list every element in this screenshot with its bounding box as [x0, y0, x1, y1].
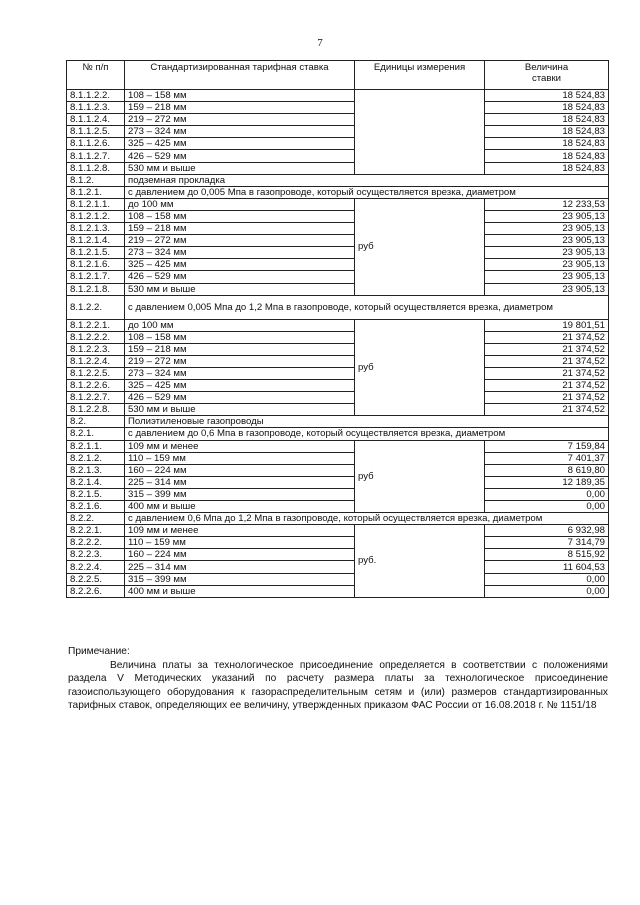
row-value: 18 524,83 [485, 162, 609, 174]
table-row [67, 367, 609, 379]
row-label: 315 – 399 мм [125, 488, 355, 500]
row-value: 6 932,98 [485, 525, 609, 537]
row-label: 400 мм и выше [125, 585, 355, 597]
table-row [67, 210, 609, 222]
row-label: 108 – 158 мм [125, 210, 355, 222]
table-row [67, 138, 609, 150]
section-label: с давлением 0,005 Мпа до 1,2 Мпа в газопроводе, который осуществляется врезка, диаметром [125, 295, 609, 319]
header-unit: Единицы измерения [355, 61, 485, 90]
table-row [67, 501, 609, 513]
row-label: 400 мм и выше [125, 501, 355, 513]
table-header-row [67, 61, 609, 90]
header-num: № п/п [67, 61, 125, 90]
table-body [67, 90, 609, 598]
row-number: 8.1.2.1.1. [67, 198, 125, 210]
table-row [67, 476, 609, 488]
row-label: 219 – 272 мм [125, 114, 355, 126]
row-value: 19 801,51 [485, 319, 609, 331]
row-number: 8.2.2.2. [67, 537, 125, 549]
unit-cell: руб [355, 198, 485, 295]
row-label: 219 – 272 мм [125, 235, 355, 247]
section-label: с давлением до 0,6 Мпа в газопроводе, который осуществляется врезка, диаметром [125, 428, 609, 440]
section-label: с давлением 0,6 Мпа до 1,2 Мпа в газопроводе, который осуществляется врезка, диаметром [125, 513, 609, 525]
row-value: 18 524,83 [485, 102, 609, 114]
row-number: 8.1.1.2.6. [67, 138, 125, 150]
row-number: 8.1.2.1. [67, 186, 125, 198]
row-number: 8.2.2.6. [67, 585, 125, 597]
row-number: 8.2.1.1. [67, 440, 125, 452]
table-row [67, 223, 609, 235]
row-value: 8 619,80 [485, 464, 609, 476]
table-row [67, 235, 609, 247]
section-row [67, 513, 609, 525]
row-label: 159 – 218 мм [125, 102, 355, 114]
table-row [67, 488, 609, 500]
row-value: 12 189,35 [485, 476, 609, 488]
row-label: 273 – 324 мм [125, 126, 355, 138]
table-row [67, 114, 609, 126]
row-number: 8.1.2.1.5. [67, 247, 125, 259]
table-row [67, 271, 609, 283]
row-number: 8.1.1.2.5. [67, 126, 125, 138]
table-row [67, 343, 609, 355]
row-value: 0,00 [485, 585, 609, 597]
row-label: 160 – 224 мм [125, 464, 355, 476]
row-value: 23 905,13 [485, 247, 609, 259]
row-number: 8.2.1.3. [67, 464, 125, 476]
row-value: 0,00 [485, 488, 609, 500]
row-value: 11 604,53 [485, 561, 609, 573]
row-number: 8.2.2.4. [67, 561, 125, 573]
row-value: 18 524,83 [485, 90, 609, 102]
row-number: 8.1.1.2.2. [67, 90, 125, 102]
row-number: 8.2.1.5. [67, 488, 125, 500]
row-label: 108 – 158 мм [125, 331, 355, 343]
table-row [67, 90, 609, 102]
table-row [67, 561, 609, 573]
row-value: 21 374,52 [485, 355, 609, 367]
row-number: 8.2.1. [67, 428, 125, 440]
row-number: 8.2.2.5. [67, 573, 125, 585]
row-value: 23 905,13 [485, 271, 609, 283]
row-label: 426 – 529 мм [125, 392, 355, 404]
table-row [67, 126, 609, 138]
row-label: 426 – 529 мм [125, 150, 355, 162]
row-value: 23 905,13 [485, 223, 609, 235]
row-value: 7 159,84 [485, 440, 609, 452]
note-text: Величина платы за технологическое присоединение определяется в соответствии с положениями раздела V Методических указаний по расчету размера платы за технологическое присоединение газоиспользующего оборудования к газораспределительным сетям и (или) размеров стандартизированных тарифных ставок, определяющих ее величину, утвержденных приказом ФАС России от 16.08.2018 г. № 1151/18 [68, 659, 608, 711]
row-value: 21 374,52 [485, 331, 609, 343]
table-row [67, 440, 609, 452]
section-label: Полиэтиленовые газопроводы [125, 416, 609, 428]
row-label: 225 – 314 мм [125, 561, 355, 573]
row-label: 110 – 159 мм [125, 537, 355, 549]
row-value: 12 233,53 [485, 198, 609, 210]
row-value: 21 374,52 [485, 367, 609, 379]
row-number: 8.1.2.2.8. [67, 404, 125, 416]
table-row [67, 150, 609, 162]
table-row [67, 404, 609, 416]
row-value: 0,00 [485, 501, 609, 513]
row-value: 21 374,52 [485, 343, 609, 355]
row-value: 7 401,37 [485, 452, 609, 464]
table-row [67, 585, 609, 597]
row-label: 325 – 425 мм [125, 138, 355, 150]
row-value: 18 524,83 [485, 150, 609, 162]
row-number: 8.1.2.2.4. [67, 355, 125, 367]
page-number: 7 [317, 37, 323, 49]
row-label: 273 – 324 мм [125, 247, 355, 259]
row-label: 530 мм и выше [125, 404, 355, 416]
row-number: 8.1.2.1.2. [67, 210, 125, 222]
row-value: 0,00 [485, 573, 609, 585]
row-number: 8.1.2.2.5. [67, 367, 125, 379]
row-number: 8.1.2.2.3. [67, 343, 125, 355]
row-number: 8.2.1.4. [67, 476, 125, 488]
table-row [67, 102, 609, 114]
row-label: 219 – 272 мм [125, 355, 355, 367]
row-label: 109 мм и менее [125, 525, 355, 537]
header-value: Величина ставки [485, 61, 609, 90]
row-value: 23 905,13 [485, 259, 609, 271]
table-row [67, 247, 609, 259]
row-label: 530 мм и выше [125, 283, 355, 295]
row-number: 8.1.2.1.6. [67, 259, 125, 271]
row-value: 7 314,79 [485, 537, 609, 549]
row-label: 225 – 314 мм [125, 476, 355, 488]
table-row [67, 162, 609, 174]
row-number: 8.1.1.2.3. [67, 102, 125, 114]
row-number: 8.2.2.1. [67, 525, 125, 537]
row-number: 8.1.2.1.8. [67, 283, 125, 295]
table-row [67, 380, 609, 392]
row-number: 8.1.2.2.1. [67, 319, 125, 331]
table-row [67, 319, 609, 331]
row-number: 8.1.2.1.3. [67, 223, 125, 235]
table-row [67, 452, 609, 464]
section-row [67, 416, 609, 428]
row-label: 273 – 324 мм [125, 367, 355, 379]
row-value: 21 374,52 [485, 392, 609, 404]
tariff-table [66, 60, 609, 598]
row-number: 8.1.1.2.4. [67, 114, 125, 126]
row-number: 8.1.2.1.4. [67, 235, 125, 247]
row-label: 159 – 218 мм [125, 343, 355, 355]
row-number: 8.1.2.1.7. [67, 271, 125, 283]
row-value: 18 524,83 [485, 114, 609, 126]
row-number: 8.1.1.2.8. [67, 162, 125, 174]
row-label: 426 – 529 мм [125, 271, 355, 283]
section-label: с давлением до 0,005 Мпа в газопроводе, который осуществляется врезка, диаметром [125, 186, 609, 198]
table-row [67, 525, 609, 537]
unit-cell: руб [355, 440, 485, 513]
section-label: подземная прокладка [125, 174, 609, 186]
row-value: 8 515,92 [485, 549, 609, 561]
row-value: 21 374,52 [485, 380, 609, 392]
table-row [67, 392, 609, 404]
row-number: 8.1.2.2.6. [67, 380, 125, 392]
row-label: 109 мм и менее [125, 440, 355, 452]
row-label: 530 мм и выше [125, 162, 355, 174]
row-label: до 100 мм [125, 198, 355, 210]
table-row [67, 549, 609, 561]
row-number: 8.2. [67, 416, 125, 428]
row-number: 8.1.2.2.7. [67, 392, 125, 404]
row-value: 23 905,13 [485, 235, 609, 247]
note-block [68, 645, 608, 713]
row-number: 8.2.2.3. [67, 549, 125, 561]
unit-cell: руб. [355, 525, 485, 598]
row-number: 8.2.1.2. [67, 452, 125, 464]
row-label: 325 – 425 мм [125, 259, 355, 271]
row-number: 8.2.1.6. [67, 501, 125, 513]
row-label: 315 – 399 мм [125, 573, 355, 585]
row-label: 108 – 158 мм [125, 90, 355, 102]
row-value: 23 905,13 [485, 283, 609, 295]
section-row [67, 186, 609, 198]
unit-cell: руб [355, 319, 485, 416]
note-title: Примечание: [68, 646, 130, 657]
section-row [67, 295, 609, 319]
section-row [67, 174, 609, 186]
header-rate: Стандартизированная тарифная ставка [125, 61, 355, 90]
table-row [67, 464, 609, 476]
row-number: 8.2.2. [67, 513, 125, 525]
section-row [67, 428, 609, 440]
table-row [67, 198, 609, 210]
row-value: 18 524,83 [485, 126, 609, 138]
row-label: 159 – 218 мм [125, 223, 355, 235]
table-row [67, 331, 609, 343]
row-value: 23 905,13 [485, 210, 609, 222]
row-value: 18 524,83 [485, 138, 609, 150]
row-label: 110 – 159 мм [125, 452, 355, 464]
table-row [67, 283, 609, 295]
row-number: 8.1.2.2. [67, 295, 125, 319]
row-label: 160 – 224 мм [125, 549, 355, 561]
table-row [67, 259, 609, 271]
row-label: до 100 мм [125, 319, 355, 331]
row-number: 8.1.2. [67, 174, 125, 186]
table-row [67, 537, 609, 549]
table-row [67, 355, 609, 367]
unit-cell [355, 90, 485, 175]
row-number: 8.1.1.2.7. [67, 150, 125, 162]
row-label: 325 – 425 мм [125, 380, 355, 392]
row-value: 21 374,52 [485, 404, 609, 416]
row-number: 8.1.2.2.2. [67, 331, 125, 343]
table-row [67, 573, 609, 585]
